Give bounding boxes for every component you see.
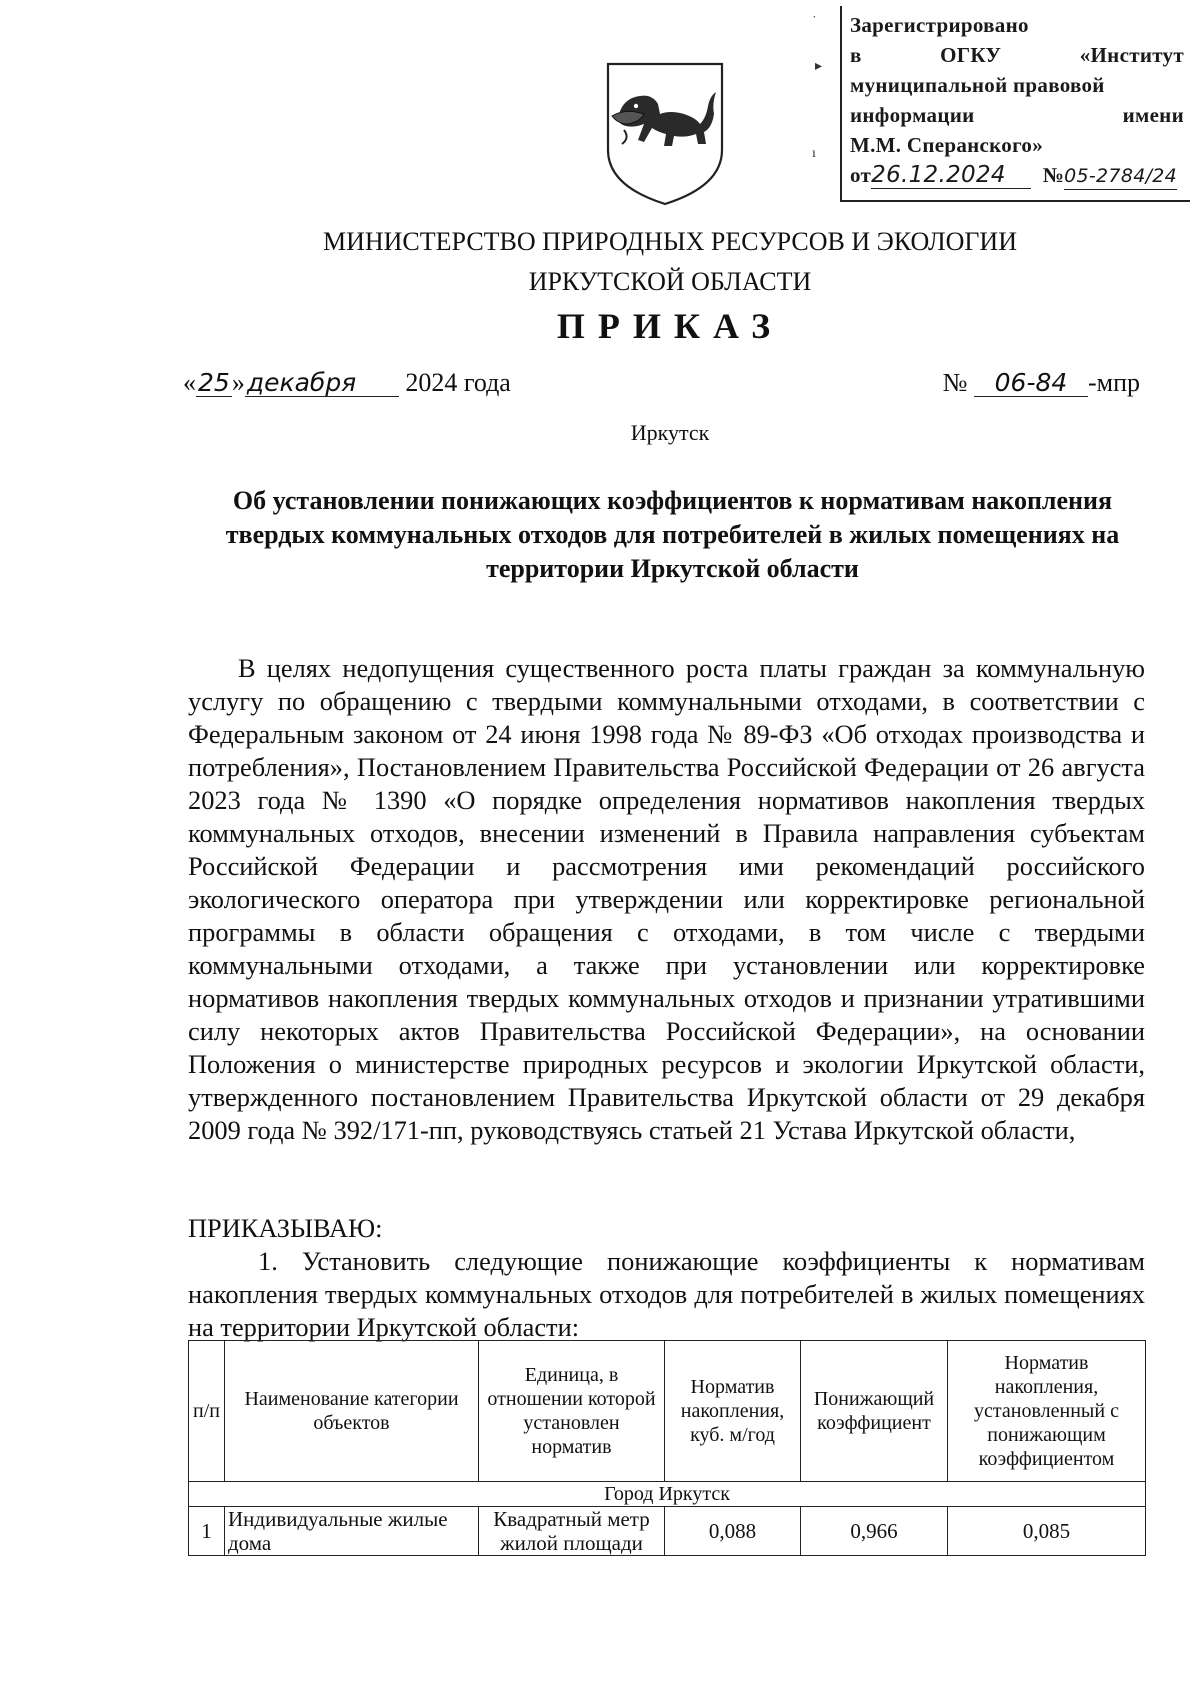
order-date <box>183 368 511 398</box>
date-close-quote: » <box>231 368 245 397</box>
header-cell-unit: Единица, в отношении которой установлен норматив <box>479 1341 665 1482</box>
coat-of-arms-emblem <box>600 58 730 208</box>
scan-mark: ı <box>812 146 816 161</box>
scan-mark: ˙ <box>812 14 817 29</box>
date-year: 2024 года <box>405 368 511 397</box>
table-group-row <box>189 1482 1146 1507</box>
cell-coefficient: 0,966 <box>801 1507 948 1556</box>
stamp-line-institute <box>850 40 1184 70</box>
order-heading: ПРИКАЗ <box>556 306 784 346</box>
number-value: 06-84 <box>974 370 1088 397</box>
stamp-line-municipal: муниципальной правовой <box>850 73 1105 97</box>
header-cell-norm: Норматив накопления, куб. м/год <box>665 1341 801 1482</box>
stamp-line-speransky: М.М. Сперанского» <box>850 133 1044 157</box>
cell-norm: 0,088 <box>665 1507 801 1556</box>
cell-category: Индивидуальные жилые дома <box>225 1507 479 1556</box>
table-header-row <box>189 1341 1146 1482</box>
stamp-word-ogku: ОГКУ <box>940 43 1002 67</box>
group-label-irkutsk: Город Иркутск <box>189 1482 1146 1507</box>
stamp-date-value: 26.12.2024 <box>871 162 1031 189</box>
stamp-line-date-number <box>850 160 1184 190</box>
stamp-word-information: информации <box>850 103 975 127</box>
ministry-line-1: МИНИСТЕРСТВО ПРИРОДНЫХ РЕСУРСОВ И ЭКОЛОГИИ <box>322 227 1017 256</box>
ministry-line-2: ИРКУТСКОЙ ОБЛАСТИ <box>528 267 812 296</box>
document-title: Об установлении понижающих коэффициентов к нормативам накопления твердых коммунальных отходов для потребителей в жилых помещениях на территории Иркутской области <box>225 486 1120 583</box>
stamp-line-registered: Зарегистрировано <box>850 13 1029 37</box>
scan-mark: ▸ <box>815 59 823 74</box>
city-name: Иркутск <box>630 420 710 445</box>
cell-unit: Квадратный метр жилой площади <box>479 1507 665 1556</box>
stamp-line-information <box>850 100 1184 130</box>
order-number <box>943 368 1140 398</box>
table-row <box>189 1507 1146 1556</box>
order-item-1: 1. Установить следующие понижающие коэффициенты к нормативам накопления твердых коммунальных отходов для потребителей в жилых помещениях на территории Иркутской области: <box>188 1246 1145 1342</box>
stamp-word-institute: «Институт <box>1079 43 1184 67</box>
registration-stamp <box>840 6 1190 202</box>
preamble-paragraph: В целях недопущения существенного роста платы граждан за коммунальную услугу по обращению с твердыми коммунальными отходами, в соответствии с Федеральным законом от 24 июня 1998 года № 89-ФЗ «Об отходах производства и потребления», Постановлением Правительства Российской Федерации от 26 августа 2023 года № 1390 «О порядке определения нормативов накопления твердых коммунальных отходов, внесении изменений в Правила направления субъектам Российской Федерации и рассмотрения ими рекомендаций российского экологического оператора при утверждении или корректировке региональной программы в области обращения с отходами, в том числе с твердыми коммунальными отходами, а также при установлении или корректировке нормативов накопления твердых коммунальных отходов и признании утратившими силу некоторых актов Правительства Российской Федерации», на основании Положения о министерстве природных ресурсов и экологии Иркутской области, утвержденного постановлением Правительства Иркутской области от 29 декабря 2009 года № 392/171-пп, руководствуясь статьей 21 Устава Иркутской области, <box>188 653 1145 1145</box>
header-cell-coefficient: Понижающий коэффициент <box>801 1341 948 1482</box>
stamp-number-value: 05-2784/24 <box>1064 163 1177 190</box>
order-label: ПРИКАЗЫВАЮ: <box>188 1213 383 1243</box>
cell-number: 1 <box>189 1507 225 1556</box>
header-cell-number: п/п <box>189 1341 225 1482</box>
norms-table <box>188 1340 1146 1556</box>
date-month: декабря <box>245 370 399 397</box>
date-day: 25 <box>198 368 230 397</box>
ministry-name <box>0 222 1200 302</box>
stamp-word-in: в <box>850 43 862 67</box>
date-open-quote: « <box>183 368 196 397</box>
number-prefix: № <box>942 368 968 397</box>
stamp-number-prefix: № <box>1042 163 1065 187</box>
stamp-date-prefix: от <box>850 163 872 187</box>
header-cell-reduced-norm: Норматив накопления, установленный с понижающим коэффициентом <box>948 1341 1146 1482</box>
cell-reduced-norm: 0,085 <box>948 1507 1146 1556</box>
stamp-word-named: имени <box>1122 103 1184 127</box>
number-suffix: -мпр <box>1087 368 1140 397</box>
header-cell-category: Наименование категории объектов <box>225 1341 479 1482</box>
